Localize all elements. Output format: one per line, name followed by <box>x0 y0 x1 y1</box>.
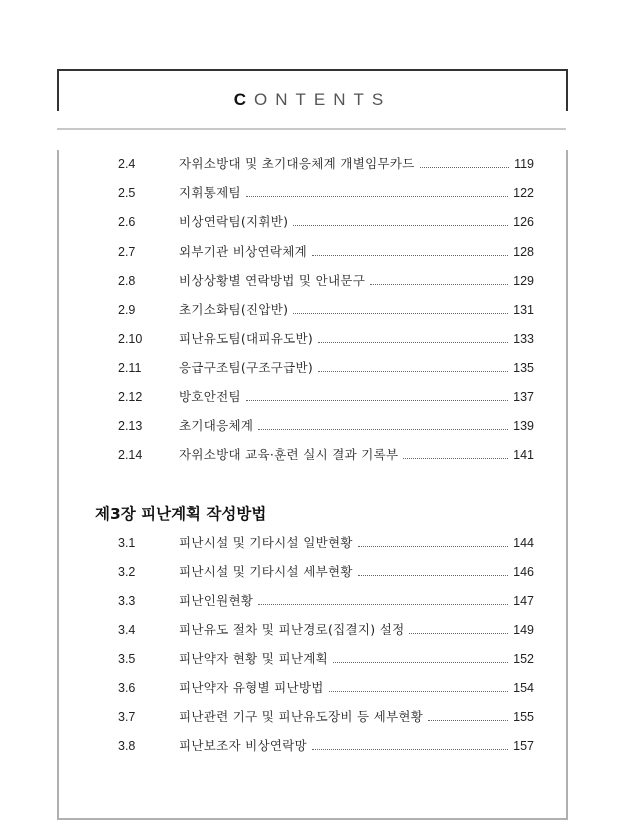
toc-entry[interactable] <box>118 242 534 262</box>
entry-number: 2.6 <box>118 215 136 229</box>
entry-number: 3.5 <box>118 652 136 666</box>
dot-leader <box>312 749 508 750</box>
entry-number: 2.14 <box>118 448 143 462</box>
dot-leader <box>246 196 508 197</box>
entry-page: 154 <box>513 681 534 695</box>
dot-leader <box>358 575 508 576</box>
entry-title: 지휘통제팀 <box>179 185 241 200</box>
entry-page: 149 <box>513 623 534 637</box>
toc-entry[interactable] <box>118 183 534 203</box>
entry-number: 2.13 <box>118 419 143 433</box>
entry-page: 119 <box>514 157 534 171</box>
entry-page: 137 <box>513 390 534 404</box>
entry-number: 3.6 <box>118 681 136 695</box>
entry-title: 비상연락팀(지휘반) <box>179 214 289 229</box>
dot-leader <box>358 546 508 547</box>
entry-title: 피난시설 및 기타시설 세부현황 <box>179 564 353 579</box>
dot-leader <box>370 284 508 285</box>
entry-number: 3.8 <box>118 739 136 753</box>
toc-entry[interactable] <box>118 387 534 407</box>
entry-title: 외부기관 비상연락체계 <box>179 244 308 259</box>
entry-title: 초기소화팀(진압반) <box>179 302 289 317</box>
entry-title: 피난관련 기구 및 피난유도장비 등 세부현황 <box>179 709 424 724</box>
entry-page: 126 <box>513 215 534 229</box>
entry-page: 157 <box>513 739 534 753</box>
entry-page: 141 <box>513 448 534 462</box>
entry-number: 3.2 <box>118 565 136 579</box>
contents-title <box>59 90 566 110</box>
dot-leader <box>318 371 508 372</box>
entry-page: 131 <box>513 303 534 317</box>
entry-title: 피난인원현황 <box>179 593 254 608</box>
toc-entry[interactable] <box>118 736 534 756</box>
entry-title: 응급구조팀(구조구급반) <box>179 360 314 375</box>
toc-entry[interactable] <box>118 358 534 378</box>
dot-leader <box>333 662 508 663</box>
dot-leader <box>312 255 508 256</box>
entry-title: 자위소방대 교육·훈련 실시 결과 기록부 <box>179 447 399 462</box>
toc-entry[interactable] <box>118 707 534 727</box>
dot-leader <box>258 604 508 605</box>
toc-entry[interactable] <box>118 329 534 349</box>
dot-leader <box>293 313 508 314</box>
entry-page: 147 <box>513 594 534 608</box>
entry-title: 비상상황별 연락방법 및 안내문구 <box>179 273 366 288</box>
dot-leader <box>428 720 508 721</box>
entry-number: 2.12 <box>118 390 143 404</box>
entry-title: 피난약자 현황 및 피난계획 <box>179 651 328 666</box>
entry-number: 2.8 <box>118 274 136 288</box>
toc-entry[interactable] <box>118 300 534 320</box>
entry-number: 2.4 <box>118 157 136 171</box>
entry-number: 3.7 <box>118 710 136 724</box>
dot-leader <box>246 400 508 401</box>
chapter-heading[interactable]: 제3장 피난계획 작성방법 <box>95 505 267 523</box>
entry-title: 피난약자 유형별 피난방법 <box>179 680 324 695</box>
toc-entry[interactable] <box>118 591 534 611</box>
entry-page: 129 <box>513 274 534 288</box>
dot-leader <box>293 225 508 226</box>
toc-entry[interactable] <box>118 678 534 698</box>
entry-number: 2.5 <box>118 186 136 200</box>
entry-page: 139 <box>513 419 534 433</box>
entry-number: 2.11 <box>118 361 142 375</box>
contents-header-box <box>57 69 568 111</box>
toc-entry[interactable] <box>118 620 534 640</box>
toc-entry[interactable] <box>118 212 534 232</box>
entry-number: 2.9 <box>118 303 136 317</box>
entry-number: 3.1 <box>118 536 136 550</box>
entry-page: 146 <box>513 565 534 579</box>
dot-leader <box>403 458 508 459</box>
toc-entry[interactable] <box>118 562 534 582</box>
toc-entry[interactable] <box>118 445 534 465</box>
entry-title: 피난보조자 비상연락망 <box>179 738 308 753</box>
dot-leader <box>329 691 508 692</box>
header-separator <box>57 128 566 130</box>
entry-title: 피난유도팀(대피유도반) <box>179 331 314 346</box>
dot-leader <box>420 167 509 168</box>
title-rest: ONTENTS <box>254 90 392 109</box>
entry-page: 152 <box>513 652 534 666</box>
dot-leader <box>318 342 508 343</box>
entry-page: 135 <box>513 361 534 375</box>
entry-number: 3.4 <box>118 623 136 637</box>
dot-leader <box>258 429 508 430</box>
toc-entry[interactable] <box>118 649 534 669</box>
entry-title: 피난시설 및 기타시설 일반현황 <box>179 535 353 550</box>
title-initial: C <box>233 90 255 109</box>
entry-page: 144 <box>513 536 534 550</box>
entry-title: 자위소방대 및 초기대응체계 개별임무카드 <box>179 156 415 171</box>
entry-page: 128 <box>513 245 534 259</box>
entry-page: 133 <box>513 332 534 346</box>
entry-number: 2.10 <box>118 332 143 346</box>
dot-leader <box>409 633 508 634</box>
entry-number: 3.3 <box>118 594 136 608</box>
entry-title: 초기대응체계 <box>179 418 254 433</box>
entry-title: 피난유도 절차 및 피난경로(집결지) 설정 <box>179 622 405 637</box>
entry-number: 2.7 <box>118 245 136 259</box>
toc-entry[interactable] <box>118 154 534 174</box>
entry-page: 122 <box>513 186 534 200</box>
toc-entry[interactable] <box>118 271 534 291</box>
entry-page: 155 <box>513 710 534 724</box>
toc-entry[interactable] <box>118 533 534 553</box>
entry-title: 방호안전팀 <box>179 389 241 404</box>
toc-entry[interactable] <box>118 416 534 436</box>
